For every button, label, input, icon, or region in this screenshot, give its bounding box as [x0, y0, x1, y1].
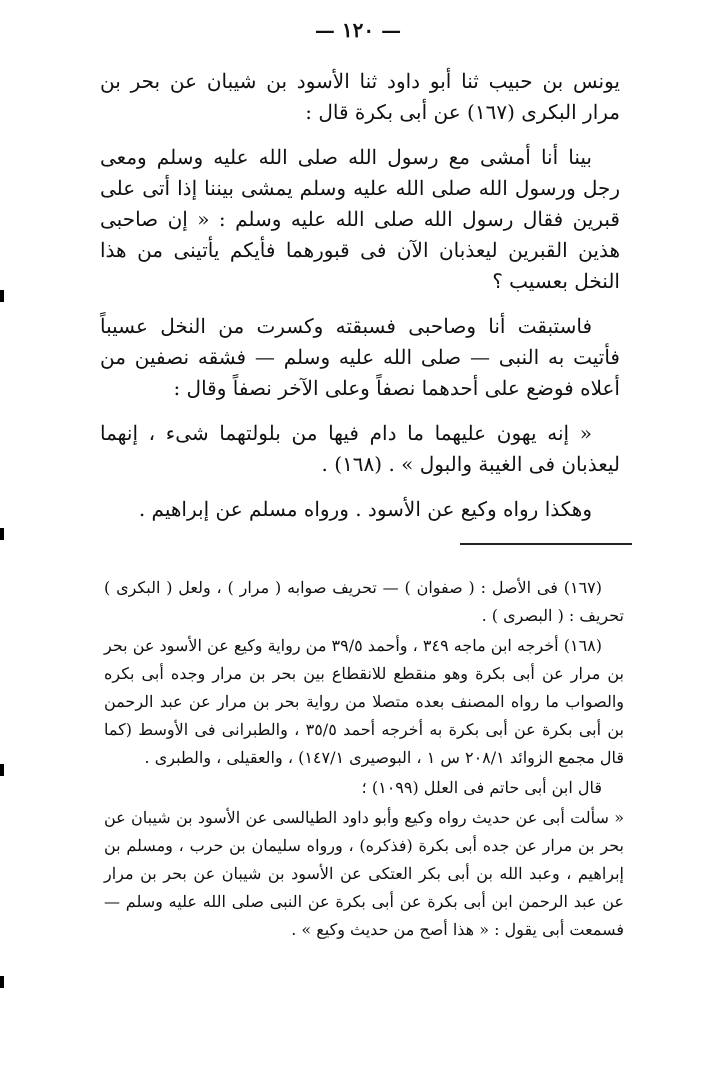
scan-edge-mark	[0, 764, 4, 776]
scan-edge-mark	[0, 976, 4, 988]
main-text	[100, 66, 620, 539]
paragraph-isnad: يونس بن حبيب ثنا أبو داود ثنا الأسود بن شيبان عن بحر بن مرار البكرى (١٦٧) عن أبى بكرة قال :	[100, 69, 620, 124]
paragraph-hadith-narration: بينا أنا أمشى مع رسول الله صلى الله عليه وسلم ومعى رجل ورسول الله صلى الله عليه وسلم يمشى بيننا إذا أتى على قبرين فقال رسول الله صلى الله عليه وسلم : « إن صاحبى هذين القبرين ليعذبان الآن فى قبورهما فأيكم يأتينى من هذا النخل بعسيب ؟	[100, 145, 620, 293]
footnote-167: (١٦٧) فى الأصل : ( صفوان ) — تحريف صوابه ( مرار ) ، ولعل ( البكرى ) تحريف : ( البصرى ) .	[104, 578, 624, 625]
footnote-ilal-intro: قال ابن أبى حاتم فى العلل (١٠٩٩) ؛	[361, 778, 602, 797]
scan-edge-mark	[0, 528, 4, 540]
footnotes	[104, 574, 624, 946]
paragraph-palm-branch: فاستبقت أنا وصاحبى فسبقته وكسرت من النخل عسيباً فأتيت به النبى — صلى الله عليه وسلم — فشقه نصفين من أعلاه فوضع على أحدهما نصفاً وعلى الآخر نصفاً وقال :	[100, 314, 620, 400]
page-number: — ١٢٠ —	[314, 18, 402, 42]
paragraph-other-narrations: وهكذا رواه وكيع عن الأسود . ورواه مسلم عن إبراهيم .	[138, 497, 592, 521]
footnote-168: (١٦٨) أخرجه ابن ماجه ٣٤٩ ، وأحمد ٣٩/٥ من رواية وكيع عن الأسود عن بحر بن مرار عن أبى بكرة وهو منقطع للانقطاع بين بحر بن مرار وجده أبى بكره والصواب ما رواه المصنف بعده متصلا من رواية بحر بن مرار عن عبد الرحمن بن أبى بكرة عن أبى بكرة به أخرجه أحمد ٣٥/٥ ، والطبرانى فى الأوسط (كما قال مجمع الزوائد ٢٠٨/١ س ١ ، البوصيرى ١٤٧/١) ، والعقيلى ، والطبرى .	[104, 636, 624, 767]
footnote-ilal-quote: « سألت أبى عن حديث رواه وكيع وأبو داود الطيالسى عن الأسود بن شيبان عن بحر بن مرار عن جده أبى بكرة (فذكره) ، ورواه سليمان بن حرب ، ومسلم بن إبراهيم ، وعبد الله بن أبى بكر العتكى عن الأسود بن شيبان عن بحر بن مرار عن عبد الرحمن ابن أبى بكرة عن أبى بكرة عن النبى صلى الله عليه وسلم — فسمعت أبى يقول : « هذا أصح من حديث وكيع » .	[104, 808, 625, 939]
scan-edge-mark	[0, 290, 4, 302]
paragraph-prophet-saying: « إنه يهون عليهما ما دام فيها من بلولتهما شىء ، إنهما ليعذبان فى الغيبة والبول » . (١٦٨) .	[100, 421, 620, 476]
footnote-separator	[460, 543, 632, 545]
